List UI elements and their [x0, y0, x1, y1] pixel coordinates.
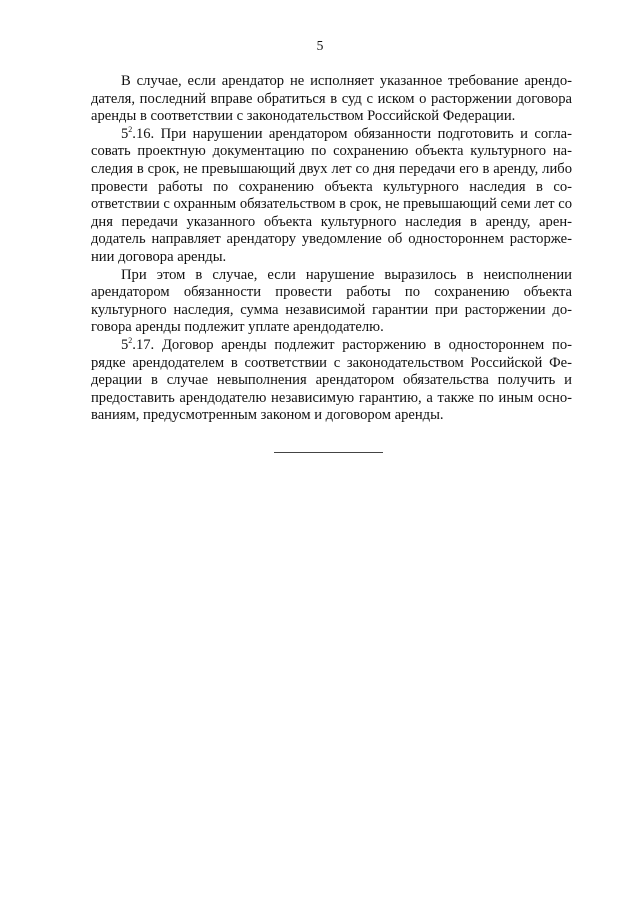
clause-text: Договор аренды подлежит расторжению в одностороннем порядке арендодателем в соответствии с законодательством Российской Федерации в случае невыполнения арендатором обязательства получить и предоставить арендодателю независимую гарантию, а также по иным основаниям, предусмотренным законом и договором аренды. — [91, 336, 572, 424]
paragraph-text: При этом в случае, если нарушение выразилось в неисполнении арендатором обязанности провести работы по сохранению объекта культурного наследия, сумма независимой гарантии при расторжении договора аренды подлежит уплате арендодателю. — [91, 266, 572, 336]
clause-number-superscript: 2 — [128, 335, 133, 345]
clause-text: При нарушении арендатором обязанности подготовить и согласовать проектную документацию по сохранению объекта культурного наследия в срок, не превышающий двух лет со дня передачи его в аренду, либо провести работы по сохранению объекта культурного наследия в соответствии с охранным обязательством в срок, не превышающий семи лет со дня передачи указанного объекта культурного наследия в аренду, арендодатель направляет арендатору уведомление об одностороннем расторжении договора аренды. — [91, 125, 572, 265]
paragraph-text: В случае, если арендатор не исполняет указанное требование арендодателя, последний вправе обратиться в суд с иском о расторжении договора аренды в соответствии с законодательством Российской Федерации. — [91, 73, 572, 125]
clause-5-2-16 — [91, 126, 572, 267]
clause-5-2-17 — [91, 337, 572, 425]
document-body — [91, 73, 572, 425]
page-number: 5 — [316, 38, 324, 53]
clause-number-suffix: .16. — [132, 125, 155, 142]
clause-number-base: 5 — [121, 125, 129, 142]
paragraph-tenant-requirement — [91, 73, 572, 126]
clause-number-base: 5 — [121, 336, 129, 353]
end-of-text-divider — [274, 452, 383, 453]
clause-number-superscript: 2 — [128, 124, 133, 134]
clause-number-suffix: .17. — [132, 336, 155, 353]
paragraph-guarantee-payment — [91, 267, 572, 337]
